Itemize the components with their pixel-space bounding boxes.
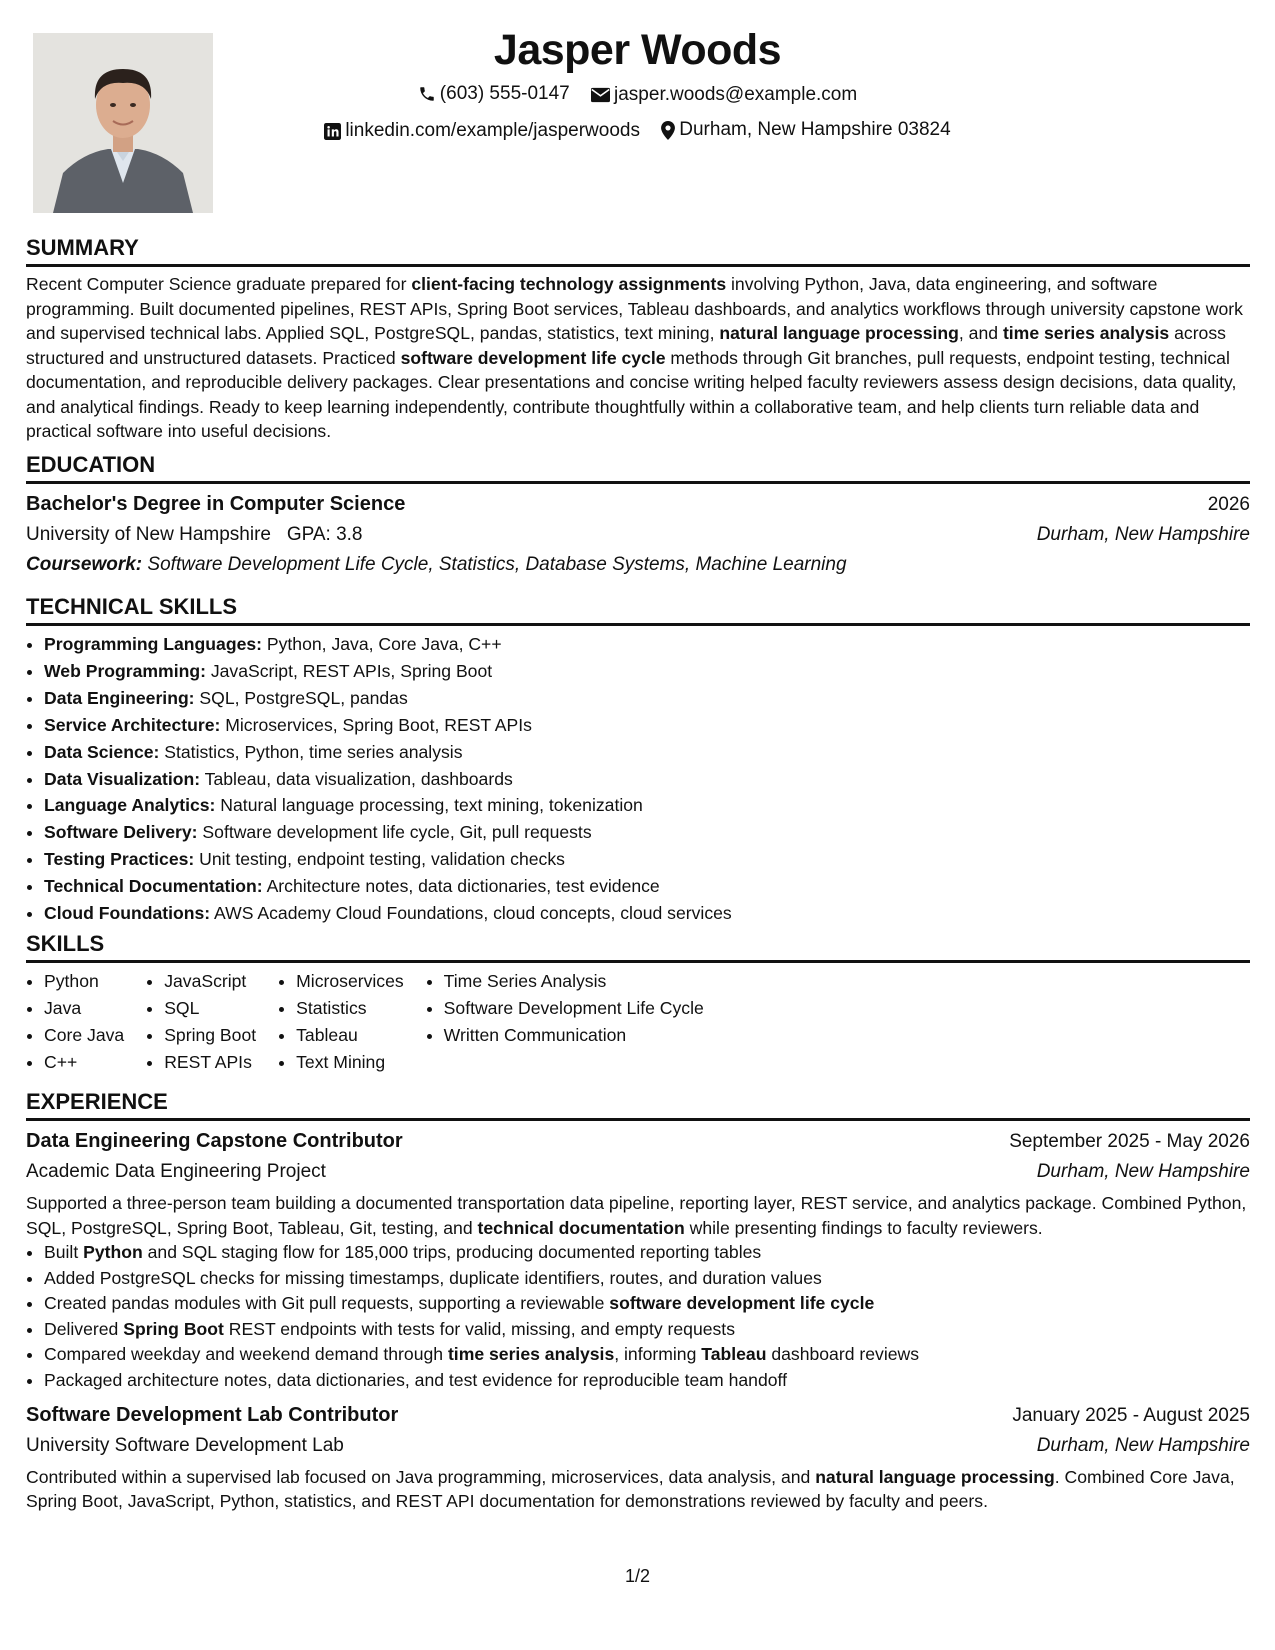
skills-column xyxy=(146,968,256,1076)
text-segment: methods through Git branches, pull requests, endpoint testing, technical documentation, and reproducible delivery packages. Clear presentations and concise writing helped faculty reviewers assess design decisions, data quality, and analytical findings. Ready to keep learning independently, contribute thoughtfully within a collaborative team, and help clients turn reliable data and practical software into useful decisions. xyxy=(26,347,1237,441)
summary-title: SUMMARY xyxy=(26,234,1250,267)
skill-category: Cloud Foundations: xyxy=(44,903,211,924)
jobs-list xyxy=(26,1126,1250,1514)
skill-item: • Software Development Life Cycle xyxy=(444,995,704,1022)
skill-category: Data Engineering: xyxy=(44,687,195,708)
bold-keyword: client-facing technology assignments xyxy=(411,274,727,294)
job-description xyxy=(26,1191,1250,1240)
school-location: Durham, New Hampshire xyxy=(1036,524,1250,545)
coursework-label: Coursework: xyxy=(26,554,143,575)
coursework xyxy=(26,550,1250,580)
technical-skill-item xyxy=(44,739,1250,766)
job-role: Data Engineering Capstone Contributor xyxy=(26,1130,403,1152)
skill-category: Technical Documentation: xyxy=(44,876,263,897)
bold-keyword: time series analysis xyxy=(1002,323,1170,343)
skill-category: Software Delivery: xyxy=(44,822,198,843)
text-segment: Created pandas modules with Git pull requests, supporting a reviewable xyxy=(44,1293,610,1314)
skill-values: Statistics, Python, time series analysis xyxy=(159,741,463,762)
page-number: 1/2 xyxy=(624,1566,651,1586)
skill-item: • Microservices xyxy=(296,968,404,995)
experience-title: EXPERIENCE xyxy=(26,1088,1250,1121)
job-dates: January 2025 - August 2025 xyxy=(1012,1404,1250,1426)
degree-name: Bachelor's Degree in Computer Science xyxy=(26,493,406,515)
technical-skill-item xyxy=(44,900,1250,927)
text-segment: and SQL staging flow for 185,000 trips, producing documented reporting tables xyxy=(142,1242,762,1262)
job-dates: September 2025 - May 2026 xyxy=(1009,1131,1250,1152)
job-bullet xyxy=(44,1240,1250,1266)
skill-values: Unit testing, endpoint testing, validation checks xyxy=(194,849,565,870)
bold-keyword: software development life cycle xyxy=(609,1293,875,1314)
technical-skill-item xyxy=(44,766,1250,793)
contact-line-2 xyxy=(0,114,1275,151)
experience-section xyxy=(26,1088,1250,1520)
bold-keyword: Tableau xyxy=(701,1344,767,1365)
technical-skill-item xyxy=(44,712,1250,739)
technical-skill-item xyxy=(44,846,1250,873)
text-segment: , and xyxy=(958,323,1003,343)
skills-section xyxy=(26,930,1250,1076)
skill-category: Programming Languages: xyxy=(44,634,262,654)
job-bullet xyxy=(44,1291,1250,1317)
job-entry xyxy=(26,1400,1250,1514)
bold-keyword: Python xyxy=(83,1242,143,1262)
text-segment: Built xyxy=(44,1242,84,1262)
skill-values: JavaScript, REST APIs, Spring Boot xyxy=(205,660,493,681)
skills-column xyxy=(426,968,704,1076)
skill-values: Python, Java, Core Java, C++ xyxy=(262,634,502,654)
skill-item: • Java xyxy=(44,995,124,1022)
technical-skill-item xyxy=(44,792,1250,819)
skill-item: • REST APIs xyxy=(164,1049,256,1076)
bold-keyword: natural language processing xyxy=(719,323,959,343)
technical-skills-list xyxy=(26,631,1250,927)
technical-skill-item xyxy=(44,685,1250,712)
technical-skill-item xyxy=(44,658,1250,685)
skill-values: Natural language processing, text mining, tokenization xyxy=(215,795,643,816)
job-bullet xyxy=(44,1368,1250,1394)
skill-values: SQL, PostgreSQL, pandas xyxy=(194,687,408,708)
skill-item: • SQL xyxy=(164,995,256,1022)
bold-keyword: time series analysis xyxy=(447,1344,615,1365)
skill-item: • Text Mining xyxy=(296,1049,404,1076)
graduation-year: 2026 xyxy=(1207,494,1250,515)
skills-title: SKILLS xyxy=(26,930,1250,963)
text-segment: REST endpoints with tests for valid, missing, and empty requests xyxy=(223,1318,735,1339)
skill-item: • Core Java xyxy=(44,1022,124,1049)
education-title: EDUCATION xyxy=(26,451,1250,484)
skill-item: • Time Series Analysis xyxy=(444,968,704,995)
text-segment: dashboard reviews xyxy=(766,1344,920,1365)
job-org-row xyxy=(26,1157,1250,1187)
bold-keyword: Spring Boot xyxy=(123,1318,224,1339)
linkedin-contact[interactable] xyxy=(324,115,640,147)
job-location: Durham, New Hampshire xyxy=(1036,1434,1250,1456)
gpa: GPA: 3.8 xyxy=(286,524,363,545)
job-role: Software Development Lab Contributor xyxy=(26,1403,399,1426)
skills-columns xyxy=(26,968,1250,1076)
contact-line-1 xyxy=(0,78,1275,114)
text-segment: Packaged architecture notes, data dictionaries, and test evidence for reproducible team handoff xyxy=(44,1369,787,1390)
email-icon xyxy=(591,87,610,103)
text-segment: across structured and unstructured datasets. Practiced xyxy=(26,323,1226,368)
text-segment: Delivered xyxy=(44,1318,124,1339)
skill-item: • Statistics xyxy=(296,995,404,1022)
candidate-name: Jasper Woods xyxy=(493,26,782,74)
linkedin-icon xyxy=(324,123,341,140)
bold-keyword: technical documentation xyxy=(477,1217,685,1238)
text-segment: Compared weekday and weekend demand through xyxy=(44,1344,448,1365)
job-org-row xyxy=(26,1431,1250,1461)
job-bullet xyxy=(44,1266,1250,1292)
job-entry xyxy=(26,1126,1250,1394)
summary-section xyxy=(26,234,1250,444)
location-contact xyxy=(661,114,950,146)
skills-column xyxy=(26,968,124,1076)
text-segment: Recent Computer Science graduate prepared for xyxy=(26,274,412,294)
text-segment: , informing xyxy=(614,1344,702,1365)
job-location: Durham, New Hampshire xyxy=(1036,1161,1250,1182)
skill-values: Software development life cycle, Git, pull requests xyxy=(197,822,592,843)
technical-skill-item xyxy=(44,631,1250,658)
email-address: jasper.woods@example.com xyxy=(614,84,858,105)
location-icon xyxy=(661,121,675,140)
text-segment: Added PostgreSQL checks for missing timestamps, duplicate identifiers, routes, and duration values xyxy=(44,1267,822,1288)
job-header-row xyxy=(26,1400,1250,1431)
skill-values: Microservices, Spring Boot, REST APIs xyxy=(220,714,532,735)
summary-text xyxy=(26,272,1250,444)
technical-skills-section xyxy=(26,593,1250,927)
skill-category: Language Analytics: xyxy=(44,795,216,816)
linkedin-url: linkedin.com/example/jasperwoods xyxy=(345,120,640,141)
skill-values: Architecture notes, data dictionaries, test evidence xyxy=(262,876,660,897)
location-text: Durham, New Hampshire 03824 xyxy=(679,119,951,140)
skill-category: Data Science: xyxy=(44,741,160,762)
email-contact[interactable] xyxy=(591,79,857,111)
phone-contact[interactable] xyxy=(418,78,570,110)
job-organization: University Software Development Lab xyxy=(26,1434,344,1456)
text-segment: while presenting findings to faculty reviewers. xyxy=(684,1217,1043,1238)
skill-category: Data Visualization: xyxy=(44,768,201,789)
school-name: University of New Hampshire xyxy=(26,524,271,545)
job-bullet xyxy=(44,1317,1250,1343)
skill-item: • Spring Boot xyxy=(164,1022,256,1049)
education-section xyxy=(26,451,1250,580)
skill-category: Web Programming: xyxy=(44,660,206,681)
skill-item: • JavaScript xyxy=(164,968,256,995)
text-segment: . Combined Core Java, Spring Boot, JavaScript, Python, statistics, and REST API documentation for demonstrations reviewed by faculty and peers. xyxy=(26,1466,1235,1512)
phone-number: (603) 555-0147 xyxy=(439,83,570,104)
bold-keyword: natural language processing xyxy=(815,1466,1055,1487)
job-organization: Academic Data Engineering Project xyxy=(26,1161,326,1182)
job-description xyxy=(26,1465,1250,1514)
skills-column xyxy=(278,968,404,1076)
resume-header xyxy=(0,22,1275,151)
text-segment: involving Python, Java, data engineering, and software programming. Built documented pipelines, REST APIs, Spring Boot services, Tableau dashboards, and analytics workflows through university capstone work and supervised technical labs. Applied SQL, PostgreSQL, pandas, statistics, text mining, xyxy=(26,274,1243,343)
skill-item: • Python xyxy=(44,968,124,995)
technical-skills-title: TECHNICAL SKILLS xyxy=(26,593,1250,626)
job-bullets xyxy=(26,1240,1250,1394)
technical-skill-item xyxy=(44,873,1250,900)
phone-icon xyxy=(418,85,436,103)
skill-item: • Tableau xyxy=(296,1022,404,1049)
coursework-list: Software Development Life Cycle, Statistics, Database Systems, Machine Learning xyxy=(147,554,847,575)
skill-values: AWS Academy Cloud Foundations, cloud concepts, cloud services xyxy=(210,903,732,924)
skill-category: Testing Practices: xyxy=(44,849,195,870)
job-bullet xyxy=(44,1342,1250,1368)
skill-values: Tableau, data visualization, dashboards xyxy=(200,768,513,789)
text-segment: Supported a three-person team building a documented transportation data pipeline, reporting layer, REST service, and analytics package. Combined Python, SQL, PostgreSQL, Spring Boot, Tableau, Git, testing, and xyxy=(26,1193,1247,1238)
skill-category: Service Architecture: xyxy=(44,714,221,735)
skill-item: • Written Communication xyxy=(444,1022,704,1049)
job-header-row xyxy=(26,1126,1250,1157)
bold-keyword: software development life cycle xyxy=(400,347,666,368)
skill-item: • C++ xyxy=(44,1049,124,1076)
technical-skill-item xyxy=(44,819,1250,846)
text-segment: Contributed within a supervised lab focused on Java programming, microservices, data analysis, and xyxy=(26,1466,816,1487)
